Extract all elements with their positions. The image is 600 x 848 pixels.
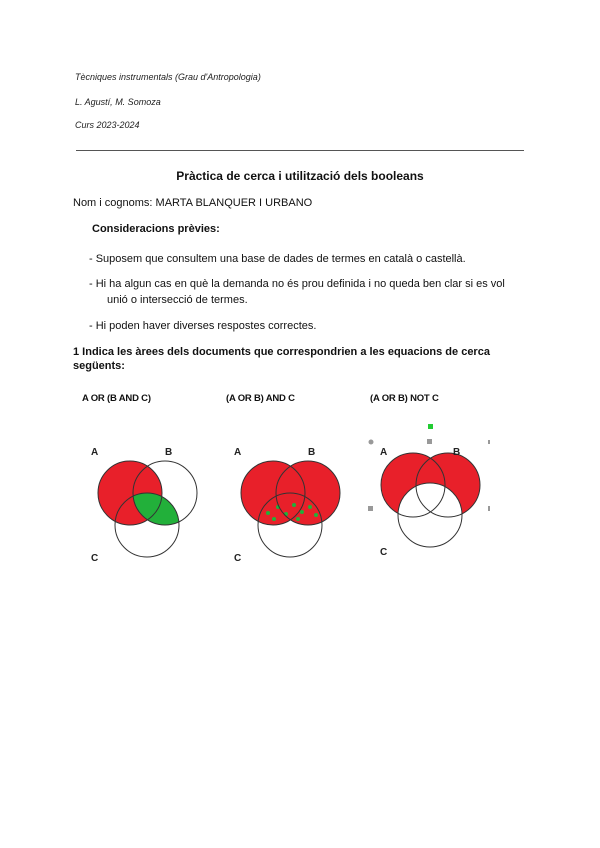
considerations-heading: Consideracions prèvies: [92, 223, 220, 235]
course-header: Tècniques instrumentals (Grau d'Antropologia) [75, 72, 261, 82]
year-header: Curs 2023-2024 [75, 120, 140, 130]
venn-diagram-1 [85, 415, 205, 575]
student-name: Nom i cognoms: MARTA BLANQUER I URBANO [73, 197, 313, 209]
label-b: B [308, 447, 316, 458]
diagram-label-2: (A OR B) AND C [226, 393, 295, 404]
rotate-handle-icon [428, 424, 433, 429]
label-b: B [165, 447, 173, 458]
consideration-item [89, 276, 529, 308]
label-c: C [380, 547, 388, 558]
label-b: B [453, 447, 461, 458]
label-a: A [234, 447, 242, 458]
label-a: A [380, 447, 388, 458]
document-title: Pràctica de cerca i utilització dels booleans [176, 169, 424, 183]
label-a: A [91, 447, 99, 458]
diagram-label-3: (A OR B) NOT C [370, 393, 439, 404]
consideration-item [89, 318, 529, 334]
label-c: C [234, 553, 242, 564]
header-divider [76, 150, 524, 151]
venn-diagram-2 [228, 415, 348, 575]
selection-handle-icon [368, 506, 373, 511]
selection-handle-icon [488, 440, 490, 444]
consideration-text-continued: unió o intersecció de termes. [107, 294, 248, 306]
question-1: 1 Indica les àrees dels documents que correspondrien a les equacions de cerca següents: [73, 346, 490, 372]
selection-handle-icon [369, 440, 374, 445]
authors-header: L. Agustí, M. Somoza [75, 97, 161, 107]
consideration-text: - Hi poden haver diverses respostes correctes. [89, 320, 317, 332]
diagram-label-1: A OR (B AND C) [82, 393, 151, 404]
selection-handle-icon [488, 506, 490, 511]
consideration-text: - Suposem que consultem una base de dades de termes en català o castellà. [89, 253, 466, 265]
consideration-text: - Hi ha algun cas en què la demanda no és prou definida i no queda ben clar si es vol [89, 278, 505, 290]
venn-diagram-3 [368, 415, 493, 575]
selection-handle-icon [427, 439, 432, 444]
consideration-item [89, 251, 529, 267]
label-c: C [91, 553, 99, 564]
